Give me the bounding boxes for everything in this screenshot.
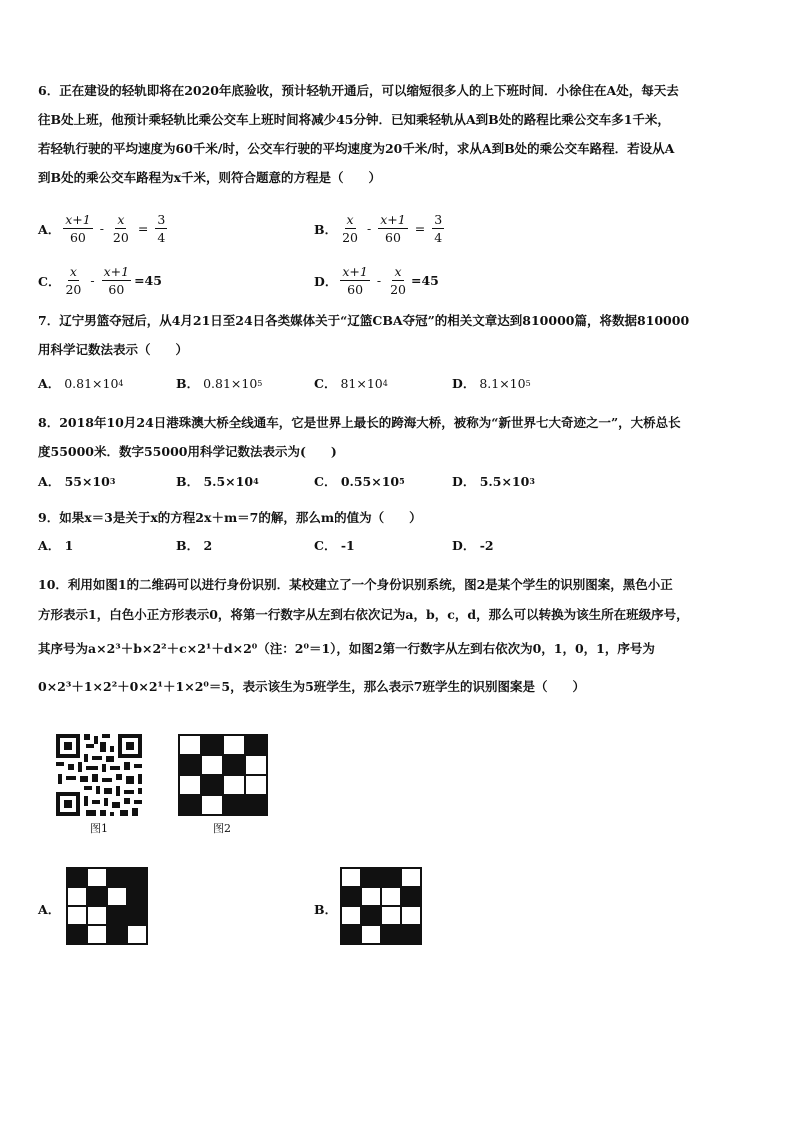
black-square bbox=[87, 887, 107, 906]
white-square bbox=[87, 925, 107, 944]
q6-option-d[interactable]: D． $\frac{x+1}{60}$ - $\frac{x}{20}$ =45 bbox=[314, 264, 439, 297]
white-square bbox=[179, 735, 201, 755]
fraction: $\frac{x+1}{60}$ bbox=[380, 212, 406, 245]
q8-option-c[interactable]: C． 0.55×10 5 bbox=[314, 473, 405, 489]
q7-option-a[interactable]: A． 0.81×10 4 bbox=[38, 375, 124, 391]
white-square bbox=[223, 735, 245, 755]
white-square bbox=[361, 887, 381, 906]
figure-2-caption: 图2 bbox=[213, 822, 231, 835]
black-square bbox=[179, 755, 201, 775]
q8-line1: 8．2018年10月24日港珠澳大桥全线通车，它是世界上最长的跨海大桥，被称为“新世界七大奇迹之一”，大桥总长 bbox=[38, 415, 681, 430]
black-square bbox=[401, 887, 421, 906]
q8-option-a[interactable]: A． 55×10 3 bbox=[38, 473, 116, 489]
white-square bbox=[179, 775, 201, 795]
white-square bbox=[341, 906, 361, 925]
q9-options-row bbox=[38, 536, 758, 566]
q9-option-b[interactable]: B． 2 bbox=[176, 537, 213, 553]
white-square bbox=[87, 868, 107, 887]
q10-line2: 方形表示1，白色小正方形表示0，将第一行数字从左到右依次记为a，b，c，d，那么可以转换为该生所在班级序号， bbox=[38, 607, 689, 622]
q8-options-row bbox=[38, 472, 758, 502]
black-square bbox=[245, 735, 267, 755]
black-square bbox=[361, 906, 381, 925]
q7-line1: 7．辽宁男篮夺冠后，从4月21日至24日各类媒体关于“辽篮CBA夺冠”的相关文章达到810000篇，将数据810000 bbox=[38, 313, 690, 328]
white-square bbox=[223, 775, 245, 795]
black-square bbox=[401, 925, 421, 944]
fraction: $\frac{x}{20}$ bbox=[112, 212, 129, 245]
q7-line2: 用科学记数法表示（ ） bbox=[38, 342, 189, 357]
white-square bbox=[361, 925, 381, 944]
q9-option-c[interactable]: C． -1 bbox=[314, 537, 355, 553]
question-10-text bbox=[38, 570, 758, 702]
white-square bbox=[401, 868, 421, 887]
black-square bbox=[179, 795, 201, 815]
q6-options-row-2 bbox=[38, 264, 758, 304]
fraction: $\frac{x}{20}$ bbox=[390, 264, 406, 297]
white-square bbox=[401, 906, 421, 925]
black-square bbox=[67, 868, 87, 887]
black-square bbox=[223, 795, 245, 815]
q8-option-b[interactable]: B． 5.5×10 4 bbox=[176, 473, 259, 489]
fraction: $\frac{x+1}{60}$ bbox=[342, 264, 368, 297]
question-8-text bbox=[38, 408, 758, 466]
white-square bbox=[245, 755, 267, 775]
fraction: $\frac{x+1}{60}$ bbox=[103, 264, 130, 297]
black-square bbox=[67, 925, 87, 944]
white-square bbox=[201, 755, 223, 775]
q10-line3: 其序号为a×2³＋b×2²＋c×2¹＋d×2⁰（注：2⁰＝1），如图2第一行数字从左到右依次为0，1，0，1，序号为 bbox=[38, 641, 655, 656]
white-square bbox=[245, 775, 267, 795]
white-square bbox=[67, 906, 87, 925]
qr-code-figure bbox=[54, 732, 144, 818]
question-7-text bbox=[38, 306, 758, 364]
black-square bbox=[361, 868, 381, 887]
q9-option-a[interactable]: A． 1 bbox=[38, 537, 74, 553]
fraction: $\frac{3}{4}$ bbox=[434, 212, 443, 245]
black-square bbox=[381, 925, 401, 944]
white-square bbox=[381, 906, 401, 925]
q6-option-b[interactable]: B． $\frac{x}{20}$ - $\frac{x+1}{60}$ = $\frac{3}{4}$ bbox=[314, 212, 443, 245]
black-square bbox=[245, 795, 267, 815]
white-square bbox=[87, 906, 107, 925]
q7-option-c[interactable]: C． 81×10 4 bbox=[314, 375, 388, 391]
figure-2-pattern-grid bbox=[178, 734, 268, 816]
q10-option-b-label[interactable]: B． bbox=[314, 902, 338, 917]
white-square bbox=[107, 887, 127, 906]
fraction: $\frac{x}{20}$ bbox=[342, 212, 358, 245]
q10-option-a-grid[interactable] bbox=[66, 867, 148, 945]
fraction: $\frac{x}{20}$ bbox=[65, 264, 82, 297]
q9-line1: 9．如果x＝3是关于x的方程2x＋m＝7的解，那么m的值为（ ） bbox=[38, 510, 422, 525]
q6-option-c[interactable]: C． $\frac{x}{20}$ - $\frac{x+1}{60}$ =45 bbox=[38, 264, 162, 297]
black-square bbox=[127, 906, 147, 925]
question-6-text bbox=[38, 76, 758, 192]
black-square bbox=[107, 925, 127, 944]
black-square bbox=[201, 735, 223, 755]
black-square bbox=[107, 868, 127, 887]
fraction: $\frac{3}{4}$ bbox=[157, 212, 166, 245]
black-square bbox=[127, 887, 147, 906]
figure-1-caption: 图1 bbox=[90, 822, 108, 835]
black-square bbox=[341, 925, 361, 944]
q6-line4: 到B处的乘公交车路程为x千米，则符合题意的方程是（ ） bbox=[38, 170, 382, 185]
fraction: $\frac{x+1}{60}$ bbox=[65, 212, 91, 245]
black-square bbox=[107, 906, 127, 925]
q10-line4: 0×2³＋1×2²＋0×2¹＋1×2⁰＝5，表示该生为5班学生，那么表示7班学生的识别图案是（ ） bbox=[38, 679, 585, 694]
q10-option-b-grid[interactable] bbox=[340, 867, 422, 945]
q6-options-row-1 bbox=[38, 212, 758, 252]
q6-line1: 6．正在建设的轻轨即将在2020年底验收，预计轻轨开通后，可以缩短很多人的上下班时间．小徐住在A处，每天去 bbox=[38, 83, 679, 98]
q10-line1: 10．利用如图1的二维码可以进行身份识别．某校建立了一个身份识别系统，图2是某个学生的识别图案，黑色小正 bbox=[38, 577, 673, 592]
black-square bbox=[341, 887, 361, 906]
white-square bbox=[381, 887, 401, 906]
black-square bbox=[127, 868, 147, 887]
q10-option-a-label[interactable]: A． bbox=[38, 902, 61, 917]
black-square bbox=[201, 775, 223, 795]
q7-options-row bbox=[38, 374, 758, 404]
q6-line2: 往B处上班，他预计乘轻轨比乘公交车上班时间将减少45分钟．已知乘轻轨从A到B处的路程比乘公交车多1千米， bbox=[38, 112, 670, 127]
q8-line2: 度55000米．数字55000用科学记数法表示为( ) bbox=[38, 444, 337, 459]
white-square bbox=[67, 887, 87, 906]
black-square bbox=[223, 755, 245, 775]
white-square bbox=[127, 925, 147, 944]
question-9-text bbox=[38, 503, 758, 532]
white-square bbox=[341, 868, 361, 887]
q6-option-a[interactable]: A． $\frac{x+1}{60}$ - $\frac{x}{20}$ = $\frac{3}{4}$ bbox=[38, 212, 166, 245]
q9-option-d[interactable]: D． -2 bbox=[452, 537, 494, 553]
q7-option-b[interactable]: B． 0.81×10 5 bbox=[176, 375, 263, 391]
q6-line3: 若轻轨行驶的平均速度为60千米/时，公交车行驶的平均速度为20千米/时，求从A到B处的乘公交车路程．若设从A bbox=[38, 141, 675, 156]
black-square bbox=[381, 868, 401, 887]
q7-option-d[interactable]: D． 8.1×10 5 bbox=[452, 375, 531, 391]
white-square bbox=[201, 795, 223, 815]
q8-option-d[interactable]: D． 5.5×10 3 bbox=[452, 473, 535, 489]
